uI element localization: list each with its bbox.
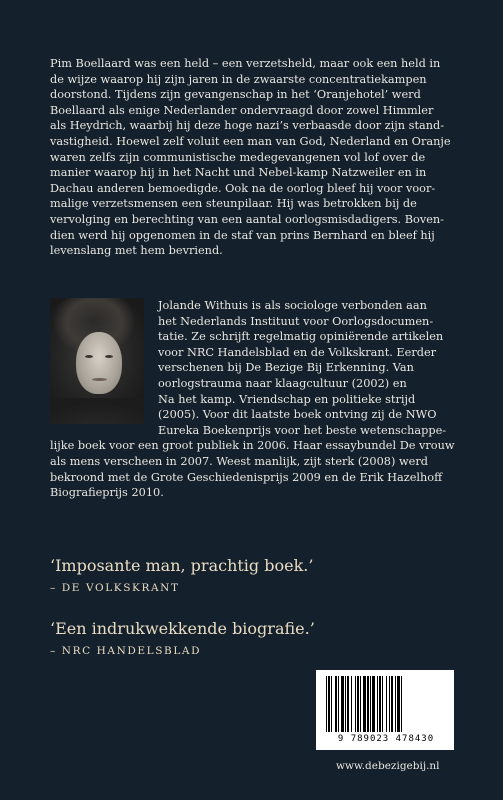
barcode-bar [391, 676, 393, 732]
barcode-bar [355, 676, 356, 732]
barcode-bar [360, 676, 361, 732]
bio-line: levenslang met hem bevriend. [50, 244, 223, 258]
bio-line: vastigheid. Hoewel zelf voluit een man van God, Nederland en Oranje [50, 134, 451, 148]
author-line: verschenen bij De Bezige Bij Erkenning. Van [158, 361, 414, 375]
bio-line: vervolging en berechting van een aantal oorlogsmisdadigers. Boven- [50, 212, 445, 226]
barcode-bar [341, 676, 344, 732]
barcode-bar [331, 676, 332, 732]
author-line: tatie. Ze schrijft regelmatig opiniërende artikelen [158, 330, 444, 344]
publisher-website: www.debezigebij.nl [336, 760, 440, 772]
review-source: – DE VOLKSKRANT [50, 582, 180, 594]
author-photo [50, 298, 144, 424]
barcode-bar [372, 676, 375, 732]
barcode-bar [338, 676, 339, 732]
bio-line: waren zelfs zijn communistische medegevangenen vol lof over de [50, 150, 426, 164]
bio-line: doorstond. Tijdens zijn gevangenschap in het ‘Oranjehotel’ werd [50, 88, 421, 102]
barcode-bar [335, 676, 337, 732]
author-line: voor NRC Handelsblad en de Volkskrant. Eerder [158, 345, 437, 359]
author-line: Jolande Withuis is als sociologe verbonden aan [158, 299, 427, 312]
bio-line: manier waarop hij in het Nacht und Nebel-kamp Natzweiler en in [50, 166, 427, 180]
author-line: Biografieprijs 2010. [50, 486, 164, 500]
barcode-bar [345, 676, 346, 732]
barcode-bar [363, 676, 366, 732]
barcode-bar [377, 676, 378, 732]
isbn-barcode [316, 670, 454, 750]
barcode-bar [326, 676, 327, 732]
author-line: Na het kamp. Vriendschap en politieke strijd [158, 392, 416, 406]
review-quote: ‘Een indrukwekkende biografie.’ [50, 619, 315, 638]
bio-line: Pim Boellaard was een held – een verzetsheld, maar ook een held in [50, 57, 441, 70]
barcode-bars [324, 676, 446, 734]
author-photo-face [76, 332, 122, 394]
bio-line: malige verzetsmensen een steunpilaar. Hij was betrokken bij de [50, 197, 417, 211]
author-photo-mouth [92, 378, 107, 381]
barcode-bar [386, 676, 387, 732]
author-line: (2005). Voor dit laatste boek ontving zij de NWO [158, 408, 437, 422]
book-description [50, 56, 460, 259]
bio-line: Dachau anderen bemoedigde. Ook na de oorlog bleef hij voor voor- [50, 181, 436, 195]
barcode-bar [370, 676, 371, 732]
barcode-bar [401, 676, 402, 732]
author-line: het Nederlands Instituut voor Oorlogsdocumen- [158, 314, 434, 328]
barcode-bar [379, 676, 381, 732]
barcode-bar [351, 676, 352, 732]
review-quote: ‘Imposante man, prachtig boek.’ [50, 556, 314, 575]
barcode-bar [397, 676, 400, 732]
bio-line: Boellaard als enige Nederlander ondervraagd door zowel Himmler [50, 103, 434, 117]
bio-line: de wijze waarop hij zijn jaren in de zwaarste concentratiekampen [50, 72, 427, 86]
review-source: – NRC HANDELSBLAD [50, 645, 202, 657]
author-line: oorlogstrauma naar klaagcultuur (2002) en [158, 376, 407, 390]
barcode-bar [367, 676, 369, 732]
barcode-bar [357, 676, 359, 732]
bio-line: als Heydrich, waarbij hij deze hoge nazi’s verbaasde door zijn stand- [50, 119, 445, 133]
barcode-bar [347, 676, 349, 732]
barcode-number: 9 789023 478430 [337, 734, 435, 744]
author-line: lijke boek voor een groot publiek in 2006. Haar essaybundel De vrouw [50, 439, 455, 453]
barcode-bar [395, 676, 396, 732]
author-photo-eye [105, 355, 113, 358]
barcode-bar [328, 676, 330, 732]
author-description [50, 298, 458, 501]
bio-line: dien werd hij opgenomen in de staf van prins Bernhard en bleef hij [50, 228, 435, 242]
author-photo-shoulders [50, 398, 144, 424]
author-photo-eye [85, 355, 93, 358]
barcode-bar [389, 676, 390, 732]
author-line: als mens verscheen in 2007. Weest manlijk, zijt sterk (2008) werd [50, 454, 428, 468]
author-line: bekroond met de Grote Geschiedenisprijs 2009 en de Erik Hazelhoff [50, 470, 443, 484]
barcode-bar [382, 676, 383, 732]
author-line: Eureka Boekenprijs voor het beste wetenschappe- [158, 423, 447, 437]
